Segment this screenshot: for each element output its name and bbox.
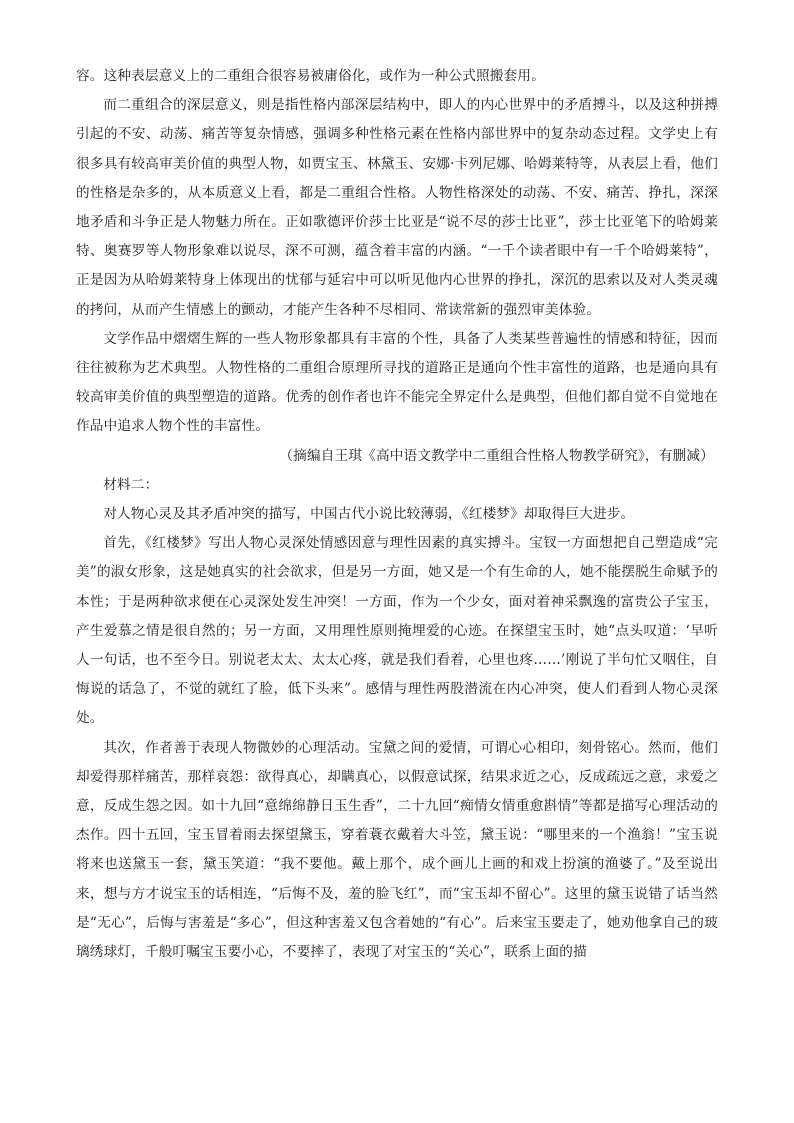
material-two-heading: 材料二： (103, 476, 159, 493)
paragraph-second-point: 其次，作者善于表现人物微妙的心理活动。宝黛之间的爱情，可谓心心相印，刻骨铭心。然而，他们却爱得那样痛苦，那样哀怨：欲得真心，却瞒真心，以假意试探，结果求近之心，反成疏远之意，求爱之意，反成生怨之因。如十九回“意绵绵静日玉生香”，二十九回“痴情女情重愈斟情”等都是描写心理活动的杰作。四十五回，宝玉冒着雨去探望黛玉，穿着蓑衣戴着大斗笠，黛玉说：“哪里来的一个渔翁！”宝玉说将来也送黛玉一套，黛玉笑道：“我不要他。戴上那个，成个画儿上画的和戏上扮演的渔婆了。”及至说出来，想与方才说宝玉的话相连，“后悔不及，羞的脸飞红”，而“宝玉却不留心”。这里的黛玉说错了话当然是“无心”，后悔与害羞是“多心”，但这种害羞又包含着她的“有心”。后来宝玉要走了，她劝他拿自己的玻璃绣球灯，千般叮嘱宝玉要小心，不要摔了，表现了对宝玉的“关心”，联系上面的描 (76, 739, 718, 961)
document-page (76, 62, 718, 967)
paragraph-intro-hongloumeng: 对人物心灵及其矛盾冲突的描写，中国古代小说比较薄弱，《红楼梦》却取得巨大进步。 (103, 506, 635, 523)
paragraph-first-point: 首先，《红楼梦》写出人物心灵深处情感因意与理性因素的真实搏斗。宝钗一方面想把自己塑造成“完美”的淑女形象，这是她真实的社会欲求，但是另一方面，她又是一个有生命的人，她不能摆脱生命赋予的本性；于是两种欲求便在心灵深处发生冲突！一方面，作为一个少女，面对着神采飘逸的富贵公子宝玉，产生爱慕之情是很自然的；另一方面，又用理性原则掩埋爱的心迹。在探望宝玉时，她“点头叹道：‘早听人一句话，也不至今日。别说老太太、太太心疼，就是我们看着，心里也疼……’刚说了半句忙又咽住，自悔说的话急了，不觉的就红了脸，低下头来”。感情与理性两股潜流在内心冲突，使人们看到人物心灵深处。 (76, 535, 718, 727)
paragraph-artistic-typical: 文学作品中熠熠生辉的一些人物形象都具有丰富的个性，具备了人类某些普遍性的情感和特征，因而往往被称为艺术典型。人物性格的二重组合原理所寻找的道路正是通向个性丰富性的道路，也是通向具有较高审美价值的典型塑造的道路。优秀的创作者也许不能完全界定什么是典型，但他们都自觉不自觉地在作品中追求人物个性的丰富性。 (76, 330, 718, 435)
paragraph-deep-meaning: 而二重组合的深层意义，则是指性格内部深层结构中，即人的内心世界中的矛盾搏斗，以及这种拼搏引起的不安、动荡、痛苦等复杂情感，强调多种性格元素在性格内部世界中的复杂动态过程。文学史上有很多具有较高审美价值的典型人物，如贾宝玉、林黛玉、安娜·卡列尼娜、哈姆莱特等，从表层上看，他们的性格是杂多的，从本质意义上看，都是二重组合性格。人物性格深处的动荡、不安、痛苦、挣扎，深深地矛盾和斗争正是人物魅力所在。正如歌德评价莎士比亚是“说不尽的莎士比亚”，莎士比亚笔下的哈姆莱特、奥赛罗等人物形象难以说尽，深不可测，蕴含着丰富的内涵。“一千个读者眼中有一千个哈姆莱特”，正是因为从哈姆莱特身上体现出的忧郁与延宕中可以听见他内心世界的挣扎，深沉的思索以及对人类灵魂的拷问，从而产生情感上的颤动，才能产生各种不尽相同、常读常新的强烈审美体验。 (76, 97, 718, 318)
paragraph-continuation: 容。这种表层意义上的二重组合很容易被庸俗化，或作为一种公式照搬套用。 (76, 68, 545, 84)
source-citation: （摘编自王琪《高中语文教学中二重组合性格人物教学研究》，有删减） (279, 447, 714, 464)
